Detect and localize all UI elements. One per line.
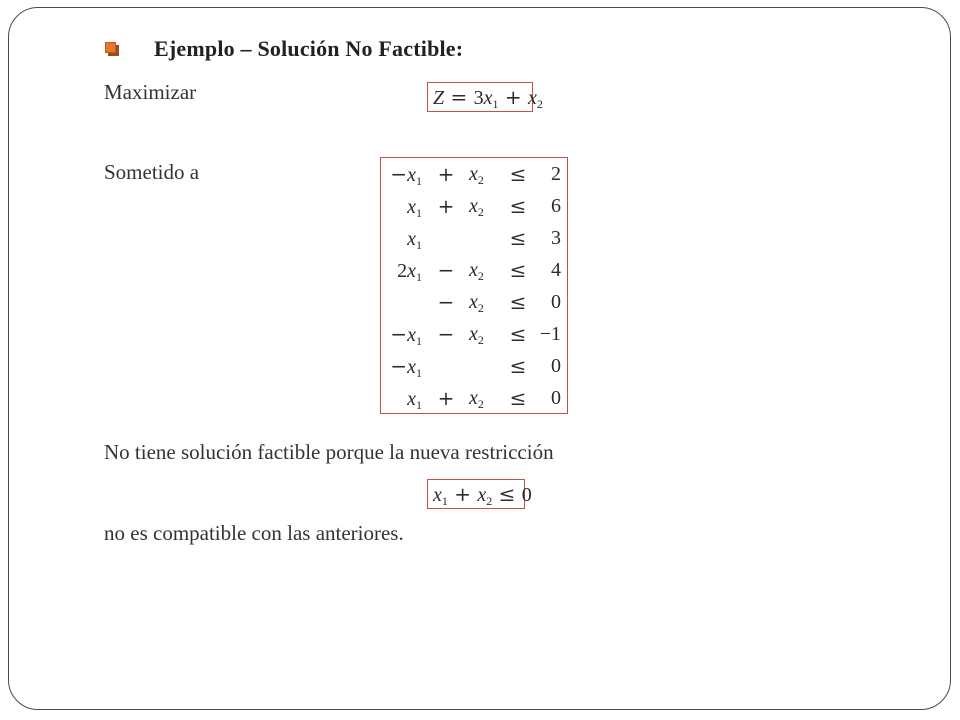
constraints-box: [380, 157, 568, 414]
new-constraint-expression: $x_1 + x_2 \le 0$: [433, 482, 532, 508]
constraint-row: $-x_1$ ≤ 0: [390, 354, 561, 380]
maximize-label: Maximizar: [104, 80, 197, 104]
slide-heading: Ejemplo – Solución No Factible:: [154, 36, 464, 61]
constraint-row: $x_1$ + $x_2$ ≤ 0: [407, 386, 561, 412]
objective-expression: $Z = 3x_1 + x_2$: [433, 85, 543, 111]
heading-row: [104, 36, 463, 62]
new-constraint-box: [427, 479, 532, 509]
constraint-row: $-x_1$ + $x_2$ ≤ 2: [390, 162, 561, 188]
constraint-row: $x_1$ ≤ 3: [407, 226, 561, 252]
constraint-row: $2x_1$ − $x_2$ ≤ 4: [397, 258, 561, 284]
constraint-row: $-x_1$ − $x_2$ ≤ −1: [390, 322, 561, 348]
explanation-text: No tiene solución factible porque la nueva restricción: [104, 440, 554, 464]
constraint-row: − $x_2$ ≤ 0: [437, 290, 561, 315]
conclusion-text: no es compatible con las anteriores.: [104, 521, 404, 545]
constraint-row: $x_1$ + $x_2$ ≤ 6: [407, 194, 561, 220]
objective-function-box: [427, 82, 543, 112]
bullet-square-icon: [104, 41, 120, 57]
subject-to-label: Sometido a: [104, 160, 200, 184]
